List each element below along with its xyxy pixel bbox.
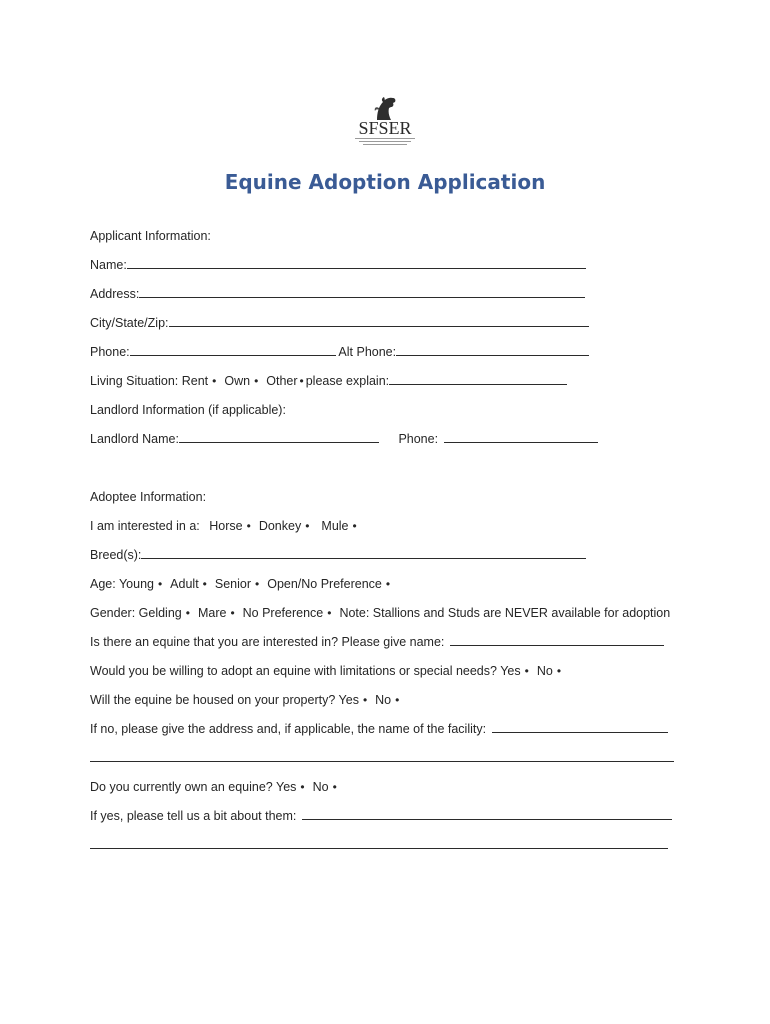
tell-us-field[interactable] xyxy=(302,808,672,820)
logo-text: SFSER xyxy=(358,118,412,138)
bullet-icon[interactable]: • xyxy=(202,577,207,591)
landlord-phone-field[interactable] xyxy=(444,431,598,443)
living-row xyxy=(90,373,567,389)
facility-field-line-2[interactable] xyxy=(90,750,674,762)
phone-label: Phone: xyxy=(90,345,130,359)
landlord-row xyxy=(90,431,598,447)
breed-field[interactable] xyxy=(141,547,586,559)
specific-equine-row xyxy=(90,634,664,650)
option-donkey[interactable]: Donkey xyxy=(258,519,302,533)
phone-row xyxy=(90,344,589,360)
own-yes[interactable]: Yes xyxy=(276,780,297,794)
phone-field[interactable] xyxy=(130,344,336,356)
bullet-icon[interactable]: • xyxy=(305,519,310,533)
own-no[interactable]: No xyxy=(312,780,329,794)
bullet-icon[interactable]: • xyxy=(352,519,357,533)
limitations-no[interactable]: No xyxy=(536,664,553,678)
landlord-phone-label: Phone: xyxy=(398,432,439,446)
option-no-preference[interactable]: No Preference xyxy=(242,606,324,620)
landlord-name-field[interactable] xyxy=(179,431,379,443)
bullet-icon[interactable]: • xyxy=(246,519,251,533)
facility-continuation-row xyxy=(90,750,674,766)
option-gelding[interactable]: Gelding xyxy=(138,606,182,620)
age-label: Age: xyxy=(90,577,116,591)
gender-label: Gender: xyxy=(90,606,136,620)
option-mare[interactable]: Mare xyxy=(197,606,227,620)
housed-yes[interactable]: Yes xyxy=(338,693,359,707)
bullet-icon[interactable]: • xyxy=(327,606,332,620)
limitations-row xyxy=(90,663,569,679)
bullet-icon[interactable]: • xyxy=(185,606,190,620)
city-label: City/State/Zip: xyxy=(90,316,169,330)
city-field[interactable] xyxy=(169,315,589,327)
bullet-icon[interactable]: • xyxy=(157,577,163,591)
housed-no[interactable]: No xyxy=(375,693,392,707)
option-young[interactable]: Young xyxy=(118,577,154,591)
option-rent[interactable]: Rent xyxy=(181,374,209,388)
specific-name-field[interactable] xyxy=(450,634,664,646)
specific-question: Is there an equine that you are interested in? Please give name: xyxy=(90,635,445,649)
option-senior[interactable]: Senior xyxy=(214,577,252,591)
bullet-icon[interactable]: • xyxy=(395,693,400,707)
gender-row xyxy=(90,605,670,621)
tell-us-continuation-row xyxy=(90,837,668,853)
bullet-icon[interactable]: • xyxy=(300,780,305,794)
name-row xyxy=(90,257,586,273)
option-mule[interactable]: Mule xyxy=(321,519,349,533)
name-field[interactable] xyxy=(127,257,586,269)
option-horse[interactable]: Horse xyxy=(209,519,243,533)
own-question: Do you currently own an equine? xyxy=(90,780,273,794)
explain-label: please explain: xyxy=(305,374,390,388)
tell-us-field-line-2[interactable] xyxy=(90,837,668,849)
option-open[interactable]: Open/No Preference xyxy=(267,577,382,591)
address-field[interactable] xyxy=(139,286,585,298)
city-row xyxy=(90,315,589,331)
adoptee-heading: Adoptee Information: xyxy=(90,490,207,504)
option-other[interactable]: Other xyxy=(266,374,298,388)
name-label: Name: xyxy=(90,258,127,272)
applicant-heading: Applicant Information: xyxy=(90,229,211,243)
housed-question: Will the equine be housed on your property? xyxy=(90,693,336,707)
bullet-icon[interactable]: • xyxy=(254,374,259,388)
bullet-icon[interactable]: • xyxy=(230,606,235,620)
limitations-question: Would you be willing to adopt an equine with limitations or special needs? xyxy=(90,664,497,678)
alt-phone-label: Alt Phone: xyxy=(338,345,397,359)
bullet-icon[interactable]: • xyxy=(385,577,391,591)
bullet-icon[interactable]: • xyxy=(212,374,217,388)
option-own[interactable]: Own xyxy=(224,374,251,388)
logo-tagline-lines xyxy=(355,138,415,147)
page-title: Equine Adoption Application xyxy=(224,170,546,194)
gender-note: Note: Stallions and Studs are NEVER available for adoption xyxy=(339,606,671,620)
tell-us-question: If yes, please tell us a bit about them: xyxy=(90,809,297,823)
bullet-icon[interactable]: • xyxy=(255,577,260,591)
explain-field[interactable] xyxy=(389,373,567,385)
housed-row xyxy=(90,692,407,708)
tell-us-row xyxy=(90,808,672,824)
age-row xyxy=(90,576,398,592)
alt-phone-field[interactable] xyxy=(396,344,589,356)
bullet-icon[interactable]: • xyxy=(362,693,368,707)
facility-row xyxy=(90,721,668,737)
landlord-heading: Landlord Information (if applicable): xyxy=(90,403,286,417)
landlord-name-label: Landlord Name: xyxy=(90,432,179,446)
interest-row xyxy=(90,518,365,534)
address-row xyxy=(90,286,585,302)
sfser-logo xyxy=(347,96,423,152)
facility-question: If no, please give the address and, if applicable, the name of the facility: xyxy=(90,722,487,736)
bullet-icon[interactable]: • xyxy=(556,664,562,678)
bullet-icon[interactable]: • xyxy=(332,780,337,794)
bullet-icon[interactable]: • xyxy=(524,664,529,678)
bullet-icon[interactable]: • xyxy=(299,374,304,388)
breed-row xyxy=(90,547,586,563)
facility-field[interactable] xyxy=(492,721,668,733)
living-label: Living Situation: xyxy=(90,374,179,388)
limitations-yes[interactable]: Yes xyxy=(500,664,521,678)
breed-label: Breed(s): xyxy=(90,548,142,562)
interest-label: I am interested in a: xyxy=(90,519,200,533)
option-adult[interactable]: Adult xyxy=(170,577,199,591)
address-label: Address: xyxy=(90,287,140,301)
own-row xyxy=(90,779,345,795)
